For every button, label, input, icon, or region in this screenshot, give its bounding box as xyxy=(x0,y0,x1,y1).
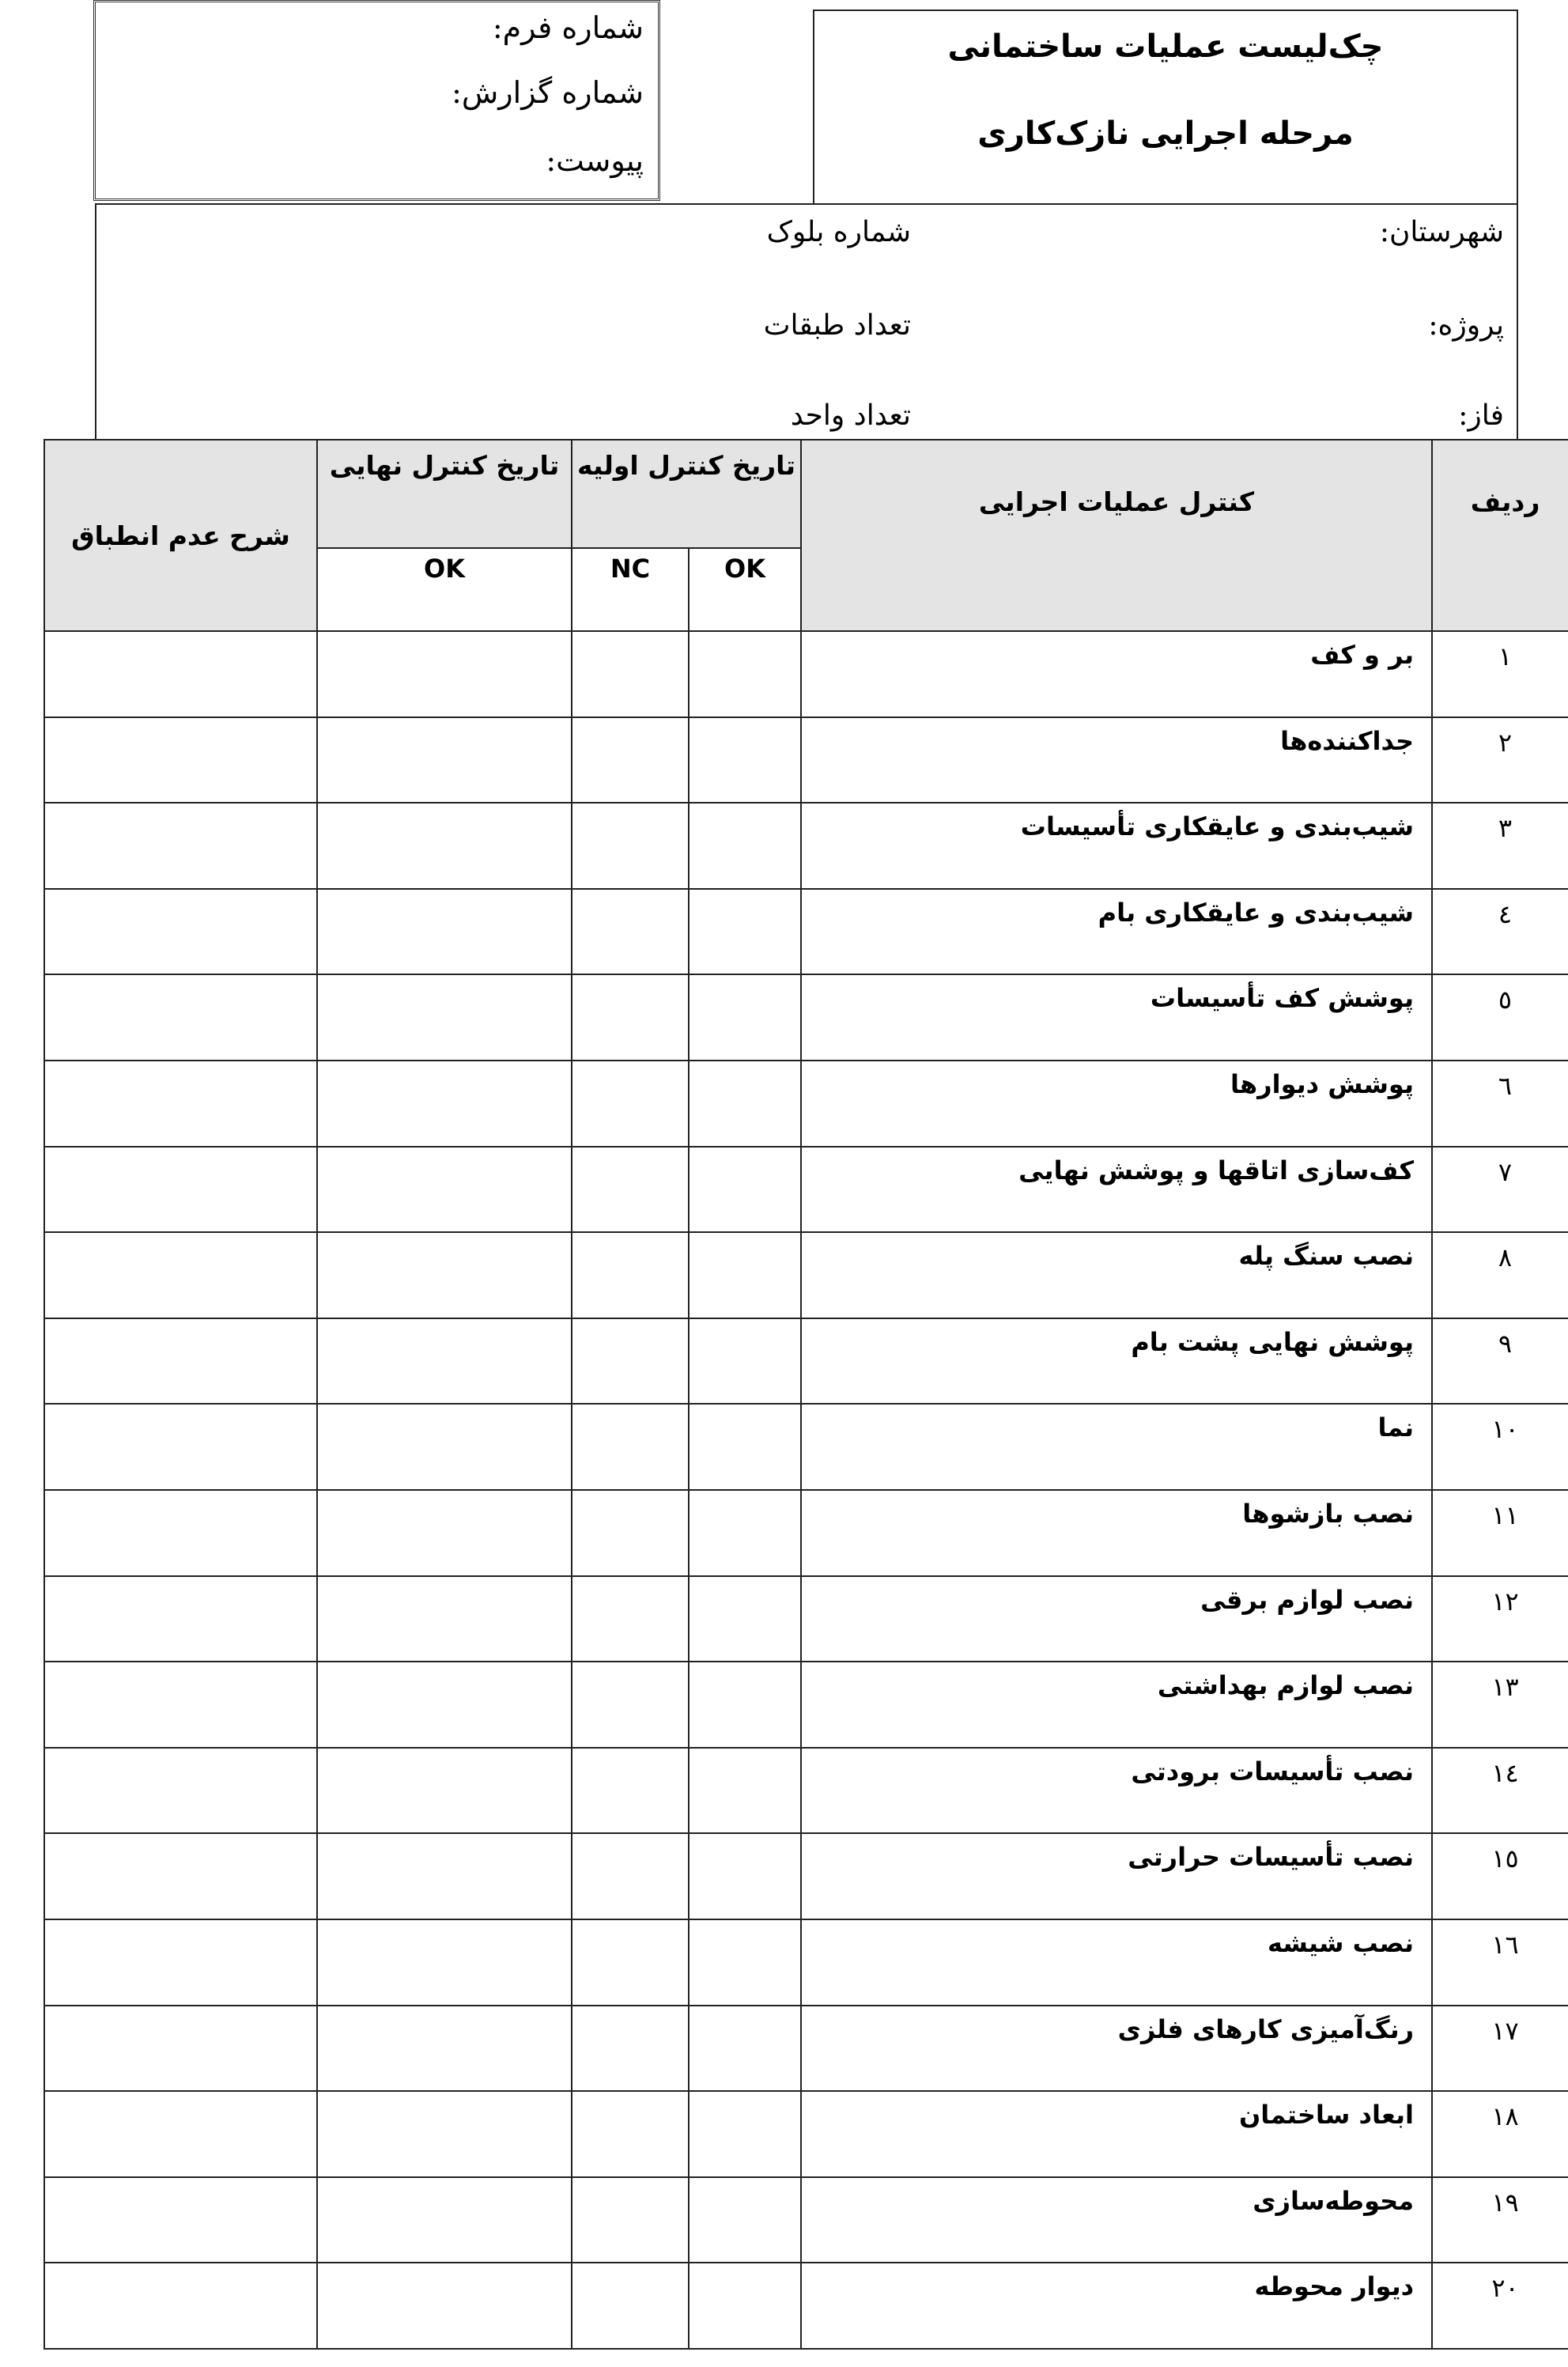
header-initial-ok: OK xyxy=(689,548,801,631)
row-number: ۱۱ xyxy=(1432,1490,1568,1576)
block-number-label: شماره بلوک xyxy=(766,216,911,248)
initial-ok-cell[interactable] xyxy=(689,1404,801,1490)
project-label: پروژه: xyxy=(1428,309,1504,342)
table-row xyxy=(44,974,1568,1061)
table-row xyxy=(44,1576,1568,1662)
initial-ok-cell[interactable] xyxy=(689,1232,801,1318)
initial-ok-cell[interactable] xyxy=(689,1833,801,1919)
operation-item: ابعاد ساختمان xyxy=(801,2091,1432,2177)
row-number: ۷ xyxy=(1432,1147,1568,1233)
final-ok-cell[interactable] xyxy=(317,1318,572,1405)
row-number: ٤ xyxy=(1432,889,1568,975)
final-ok-cell[interactable] xyxy=(317,1490,572,1576)
final-ok-cell[interactable] xyxy=(317,1833,572,1919)
final-ok-cell[interactable] xyxy=(317,1232,572,1318)
final-ok-cell[interactable] xyxy=(317,1919,572,2006)
table-row xyxy=(44,1919,1568,2006)
table-row xyxy=(44,631,1568,717)
nonconformity-cell[interactable] xyxy=(44,1662,317,1748)
row-number: ۱۸ xyxy=(1432,2091,1568,2177)
final-ok-cell[interactable] xyxy=(317,631,572,717)
page-subtitle: مرحله اجرایی نازک‌کاری xyxy=(977,115,1354,152)
nonconformity-cell[interactable] xyxy=(44,1318,317,1405)
initial-nc-cell[interactable] xyxy=(572,1576,689,1662)
nonconformity-cell[interactable] xyxy=(44,631,317,717)
initial-nc-cell[interactable] xyxy=(572,974,689,1061)
nonconformity-cell[interactable] xyxy=(44,1232,317,1318)
initial-nc-cell[interactable] xyxy=(572,1232,689,1318)
nonconformity-cell[interactable] xyxy=(44,1576,317,1662)
table-row xyxy=(44,2177,1568,2263)
table-row xyxy=(44,2263,1568,2349)
operation-item: دیوار محوطه xyxy=(801,2263,1432,2349)
initial-ok-cell[interactable] xyxy=(689,974,801,1061)
row-number: ۱ xyxy=(1432,631,1568,717)
nonconformity-cell[interactable] xyxy=(44,1404,317,1490)
table-row xyxy=(44,1232,1568,1318)
final-ok-cell[interactable] xyxy=(317,1576,572,1662)
row-number: ٥ xyxy=(1432,974,1568,1061)
city-label: شهرستان: xyxy=(1379,216,1504,248)
initial-nc-cell[interactable] xyxy=(572,1748,689,1834)
final-ok-cell[interactable] xyxy=(317,2091,572,2177)
table-row xyxy=(44,1404,1568,1490)
initial-ok-cell[interactable] xyxy=(689,717,801,803)
nonconformity-cell[interactable] xyxy=(44,717,317,803)
table-row xyxy=(44,717,1568,803)
initial-nc-cell[interactable] xyxy=(572,1919,689,2006)
initial-ok-cell[interactable] xyxy=(689,2006,801,2092)
initial-nc-cell[interactable] xyxy=(572,1833,689,1919)
row-number: ۳ xyxy=(1432,803,1568,889)
attachment-label: پیوست: xyxy=(546,143,644,178)
table-row xyxy=(44,2091,1568,2177)
initial-nc-cell[interactable] xyxy=(572,1490,689,1576)
header-nonconformity: شرح عدم انطباق xyxy=(44,440,317,631)
form-meta-box xyxy=(93,0,660,201)
initial-nc-cell[interactable] xyxy=(572,2263,689,2349)
initial-nc-cell[interactable] xyxy=(572,1662,689,1748)
row-number: ٦ xyxy=(1432,1061,1568,1147)
operation-item: پوشش کف تأسیسات xyxy=(801,974,1432,1061)
nonconformity-cell[interactable] xyxy=(44,803,317,889)
operation-item: نصب شیشه xyxy=(801,1919,1432,2006)
nonconformity-cell[interactable] xyxy=(44,1833,317,1919)
table-row xyxy=(44,1662,1568,1748)
initial-ok-cell[interactable] xyxy=(689,1147,801,1233)
page-title: چک‌لیست عملیات ساختمانی xyxy=(947,28,1384,65)
checklist-rows xyxy=(44,631,1568,2349)
nonconformity-cell[interactable] xyxy=(44,1748,317,1834)
final-ok-cell[interactable] xyxy=(317,1061,572,1147)
initial-nc-cell[interactable] xyxy=(572,2006,689,2092)
final-ok-cell[interactable] xyxy=(317,1404,572,1490)
operation-item: نصب تأسیسات حرارتی xyxy=(801,1833,1432,1919)
project-info-box xyxy=(95,203,1518,441)
initial-nc-cell[interactable] xyxy=(572,803,689,889)
operation-item: پوشش نهایی پشت بام xyxy=(801,1318,1432,1405)
initial-ok-cell[interactable] xyxy=(689,2263,801,2349)
table-row xyxy=(44,2006,1568,2092)
report-number-label: شماره گزارش: xyxy=(452,75,644,110)
initial-ok-cell[interactable] xyxy=(689,2177,801,2263)
final-ok-cell[interactable] xyxy=(317,974,572,1061)
table-row xyxy=(44,803,1568,889)
initial-nc-cell[interactable] xyxy=(572,717,689,803)
row-number: ۱۷ xyxy=(1432,2006,1568,2092)
final-ok-cell[interactable] xyxy=(317,889,572,975)
row-number: ١٥ xyxy=(1432,1833,1568,1919)
table-row xyxy=(44,1318,1568,1405)
nonconformity-cell[interactable] xyxy=(44,1490,317,1576)
initial-nc-cell[interactable] xyxy=(572,889,689,975)
final-ok-cell[interactable] xyxy=(317,2006,572,2092)
table-row xyxy=(44,1833,1568,1919)
operation-item: شیب‌بندی و عایقکاری تأسیسات xyxy=(801,803,1432,889)
row-number: ١٦ xyxy=(1432,1919,1568,2006)
operation-item: نصب بازشوها xyxy=(801,1490,1432,1576)
row-number: ١٤ xyxy=(1432,1748,1568,1834)
row-number: ۸ xyxy=(1432,1232,1568,1318)
final-ok-cell[interactable] xyxy=(317,717,572,803)
nonconformity-cell[interactable] xyxy=(44,2091,317,2177)
nonconformity-cell[interactable] xyxy=(44,889,317,975)
operation-item: نصب تأسیسات برودتی xyxy=(801,1748,1432,1834)
floors-count-label: تعداد طبقات xyxy=(763,309,911,342)
initial-ok-cell[interactable] xyxy=(689,1061,801,1147)
nonconformity-cell[interactable] xyxy=(44,2263,317,2349)
operation-item: شیب‌بندی و عایقکاری بام xyxy=(801,889,1432,975)
header-row-number: ردیف xyxy=(1432,440,1568,631)
nonconformity-cell[interactable] xyxy=(44,1919,317,2006)
initial-ok-cell[interactable] xyxy=(689,1318,801,1405)
operation-item: رنگ‌آمیزی کارهای فلزی xyxy=(801,2006,1432,2092)
row-number: ۱۹ xyxy=(1432,2177,1568,2263)
operation-item: محوطه‌سازی xyxy=(801,2177,1432,2263)
operation-item: نصب لوازم برقی xyxy=(801,1576,1432,1662)
nonconformity-cell[interactable] xyxy=(44,1061,317,1147)
phase-label: فاز: xyxy=(1458,399,1504,432)
operation-item: پوشش دیوارها xyxy=(801,1061,1432,1147)
row-number: ۲ xyxy=(1432,717,1568,803)
units-count-label: تعداد واحد xyxy=(790,399,911,432)
operation-item: نما xyxy=(801,1404,1432,1490)
row-number: ۲۰ xyxy=(1432,2263,1568,2349)
final-ok-cell[interactable] xyxy=(317,1147,572,1233)
final-ok-cell[interactable] xyxy=(317,2177,572,2263)
header-final-ok: OK xyxy=(317,548,572,631)
initial-nc-cell[interactable] xyxy=(572,1147,689,1233)
row-number: ۱۳ xyxy=(1432,1662,1568,1748)
operation-item: نصب سنگ پله xyxy=(801,1232,1432,1318)
final-ok-cell[interactable] xyxy=(317,1748,572,1834)
table-row xyxy=(44,1061,1568,1147)
header-initial-control-date: تاریخ کنترل اولیه xyxy=(572,440,801,548)
nonconformity-cell[interactable] xyxy=(44,2006,317,2092)
initial-nc-cell[interactable] xyxy=(572,1318,689,1405)
header-initial-nc: NC xyxy=(572,548,689,631)
table-row xyxy=(44,1147,1568,1233)
initial-ok-cell[interactable] xyxy=(689,1662,801,1748)
initial-ok-cell[interactable] xyxy=(689,2091,801,2177)
title-box xyxy=(813,9,1518,205)
initial-ok-cell[interactable] xyxy=(689,631,801,717)
initial-ok-cell[interactable] xyxy=(689,1490,801,1576)
initial-nc-cell[interactable] xyxy=(572,631,689,717)
operation-item: نصب لوازم بهداشتی xyxy=(801,1662,1432,1748)
operation-item: بر و کف xyxy=(801,631,1432,717)
nonconformity-cell[interactable] xyxy=(44,1147,317,1233)
initial-ok-cell[interactable] xyxy=(689,889,801,975)
nonconformity-cell[interactable] xyxy=(44,974,317,1061)
row-number: ۱۰ xyxy=(1432,1404,1568,1490)
initial-ok-cell[interactable] xyxy=(689,1576,801,1662)
table-row xyxy=(44,889,1568,975)
initial-ok-cell[interactable] xyxy=(689,803,801,889)
table-row xyxy=(44,1748,1568,1834)
table-row xyxy=(44,1490,1568,1576)
initial-nc-cell[interactable] xyxy=(572,2091,689,2177)
initial-ok-cell[interactable] xyxy=(689,1919,801,2006)
final-ok-cell[interactable] xyxy=(317,2263,572,2349)
final-ok-cell[interactable] xyxy=(317,1662,572,1748)
row-number: ۱۲ xyxy=(1432,1576,1568,1662)
initial-nc-cell[interactable] xyxy=(572,2177,689,2263)
initial-ok-cell[interactable] xyxy=(689,1748,801,1834)
initial-nc-cell[interactable] xyxy=(572,1061,689,1147)
final-ok-cell[interactable] xyxy=(317,803,572,889)
header-operation-control: کنترل عملیات اجرایی xyxy=(801,440,1432,631)
header-final-control-date: تاریخ کنترل نهایی xyxy=(317,440,572,548)
operation-item: کف‌سازی اتاقها و پوشش نهایی xyxy=(801,1147,1432,1233)
form-number-label: شماره فرم: xyxy=(492,10,644,45)
row-number: ۹ xyxy=(1432,1318,1568,1405)
nonconformity-cell[interactable] xyxy=(44,2177,317,2263)
checklist-table xyxy=(43,439,1568,2350)
operation-item: جداکننده‌ها xyxy=(801,717,1432,803)
initial-nc-cell[interactable] xyxy=(572,1404,689,1490)
